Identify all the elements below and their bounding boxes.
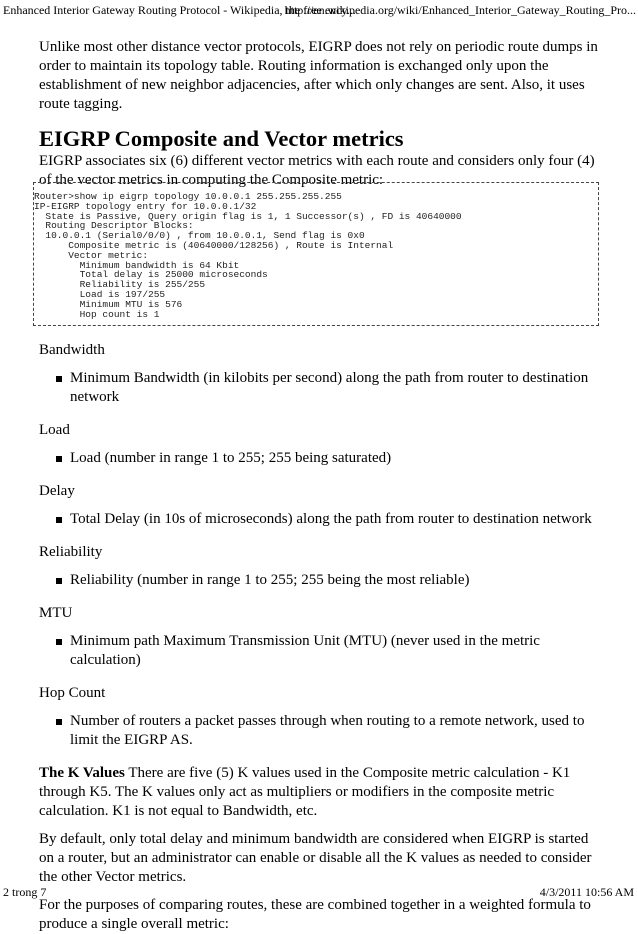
metric-term-bandwidth: Bandwidth — [39, 342, 105, 358]
metric-definition-hop-count: Number of routers a packet passes through when routing to a remote network, used to limit the EIGRP AS. — [70, 712, 605, 750]
k-values-label: The K Values — [39, 765, 125, 781]
code-block — [33, 182, 599, 326]
metric-definition-load: Load (number in range 1 to 255; 255 being saturated) — [70, 449, 605, 468]
print-footer — [0, 884, 638, 902]
metric-definition-reliability: Reliability (number in range 1 to 255; 255 being the most reliable) — [70, 571, 605, 590]
intro-paragraph: Unlike most other distance vector protocols, EIGRP does not rely on periodic route dumps in order to maintain its topology table. Routing information is exchanged only upon the establishment of new neighbor adjacencies, after which only changes are sent. Also, it uses route tagging. — [39, 39, 598, 112]
code-line: Minimum MTU is 576 — [34, 298, 183, 310]
header-page-title: Enhanced Interior Gateway Routing Protocol - Wikipedia, the free ency... — [3, 3, 356, 17]
metrics-section — [39, 341, 605, 934]
code-line: Hop count is 1 — [34, 308, 160, 320]
code-line: Composite metric is (40640000/128256) , Route is Internal — [34, 239, 394, 251]
code-line: Routing Descriptor Blocks: — [34, 220, 194, 232]
code-line: Vector metric: — [34, 249, 149, 261]
bullet-icon — [56, 578, 62, 584]
metric-definition-list — [39, 449, 605, 468]
code-line: Reliability is 255/255 — [34, 279, 206, 291]
metric-term-reliability: Reliability — [39, 544, 103, 560]
print-header — [0, 0, 638, 20]
code-line: 10.0.0.1 (Serial0/0/0) , from 10.0.0.1, Send flag is 0x0 — [34, 230, 365, 242]
metric-term-hop-count: Hop Count — [39, 685, 106, 701]
metric-definition-list — [39, 571, 605, 590]
bullet-icon — [56, 719, 62, 725]
default-metrics-paragraph: By default, only total delay and minimum bandwidth are considered when EIGRP is started on a router, but an administrator can enable or disable all the K values as needed to consider the other Vector metrics. — [39, 831, 592, 885]
metric-definition-mtu: Minimum path Maximum Transmission Unit (MTU) (never used in the metric calculation) — [70, 632, 605, 670]
footer-page-number: 2 trong 7 — [3, 885, 47, 899]
code-line: IP-EIGRP topology entry for 10.0.0.1/32 — [34, 200, 257, 212]
k-values-paragraph — [39, 764, 605, 821]
code-line: Total delay is 25000 microseconds — [34, 269, 268, 281]
metric-definition-bandwidth: Minimum Bandwidth (in kilobits per second) along the path from router to destination network — [70, 369, 605, 407]
code-line: Load is 197/255 — [34, 288, 166, 300]
section-heading: EIGRP Composite and Vector metrics — [39, 126, 404, 151]
bullet-icon — [56, 456, 62, 462]
metric-term-load: Load — [39, 422, 70, 438]
metric-definition-list — [39, 369, 605, 407]
bullet-icon — [56, 639, 62, 645]
section-intro-paragraph: EIGRP associates six (6) different vector metrics with each route and considers only four (4) of the vector metrics in computing the Composite metric: — [39, 153, 595, 188]
bullet-icon — [56, 517, 62, 523]
header-url: http://en.wikipedia.org/wiki/Enhanced_Interior_Gateway_Routing_Pro... — [284, 3, 636, 17]
metric-term-mtu: MTU — [39, 605, 73, 621]
code-line: Router>show ip eigrp topology 10.0.0.1 255.255.255.255 — [34, 191, 342, 202]
metric-definition-list — [39, 510, 605, 529]
metric-definition-list — [39, 632, 605, 670]
code-line: State is Passive, Query origin flag is 1, 1 Successor(s) , FD is 40640000 — [34, 210, 462, 222]
article-top — [39, 38, 605, 190]
k-values-text: There are five (5) K values used in the Composite metric calculation - K1 through K5. The K values only act as multipliers or modifiers in the composite metric calculation. K1 is not equal to Bandwidth, etc. — [39, 765, 571, 819]
comparing-routes-paragraph: For the purposes of comparing routes, these are combined together in a weighted formula to produce a single overall metric: — [39, 897, 591, 932]
bullet-icon — [56, 376, 62, 382]
metric-definition-list — [39, 712, 605, 750]
metric-term-delay: Delay — [39, 483, 75, 499]
metric-definition-delay: Total Delay (in 10s of microseconds) along the path from router to destination network — [70, 510, 605, 529]
code-line: Minimum bandwidth is 64 Kbit — [34, 259, 240, 271]
footer-timestamp: 4/3/2011 10:56 AM — [539, 885, 634, 899]
